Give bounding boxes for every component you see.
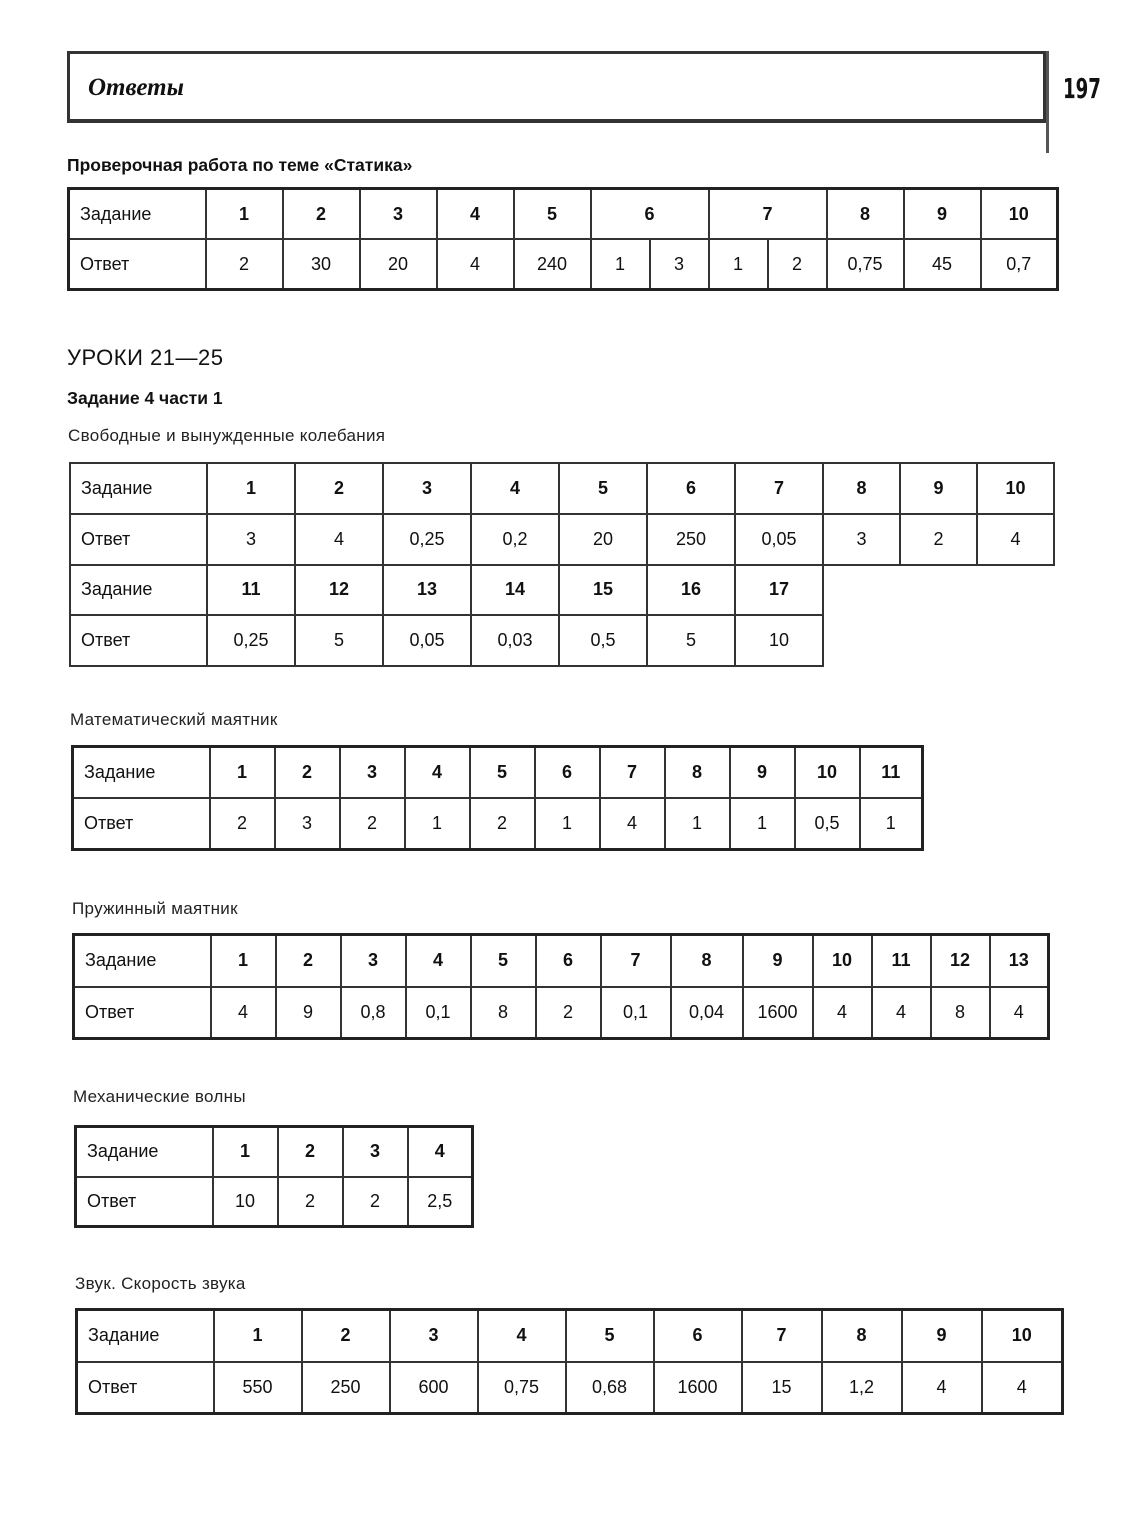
task-number: 11 xyxy=(860,747,923,799)
answer-cell: 0,75 xyxy=(827,239,904,290)
task-number: 10 xyxy=(813,935,872,987)
waves-table xyxy=(74,1125,474,1228)
task-number: 7 xyxy=(709,189,827,240)
task-number: 10 xyxy=(977,463,1054,514)
answer-cell: 3 xyxy=(207,514,295,565)
answer-cell: 5 xyxy=(647,615,735,666)
task-number: 3 xyxy=(343,1127,408,1177)
task-number: 8 xyxy=(823,463,900,514)
row-label: Задание xyxy=(69,189,206,240)
answer-cell: 0,7 xyxy=(981,239,1058,290)
task-number: 9 xyxy=(730,747,795,799)
table-row xyxy=(74,987,1049,1039)
answer-cell: 4 xyxy=(872,987,931,1039)
task-number: 13 xyxy=(383,565,471,616)
answer-cell: 1600 xyxy=(743,987,813,1039)
row-label: Задание xyxy=(76,1127,213,1177)
answer-cell: 250 xyxy=(647,514,735,565)
task-number: 4 xyxy=(437,189,514,240)
answer-cell: 1 xyxy=(730,798,795,850)
task-number: 2 xyxy=(278,1127,343,1177)
task-number: 5 xyxy=(566,1310,654,1362)
task-number: 7 xyxy=(735,463,823,514)
answer-cell: 4 xyxy=(813,987,872,1039)
lessons-subtitle: Задание 4 части 1 xyxy=(67,388,223,408)
spring-pendulum-table xyxy=(72,933,1050,1040)
answer-cell: 2 xyxy=(340,798,405,850)
answer-cell: 250 xyxy=(302,1362,390,1414)
header-box xyxy=(67,51,1046,123)
task-number: 11 xyxy=(207,565,295,616)
task-number: 13 xyxy=(990,935,1049,987)
table-row xyxy=(69,239,1058,290)
task-number: 7 xyxy=(600,747,665,799)
answer-cell: 0,2 xyxy=(471,514,559,565)
empty-cell xyxy=(823,565,1054,616)
answer-cell: 8 xyxy=(931,987,990,1039)
table-row xyxy=(74,935,1049,987)
task-number: 2 xyxy=(302,1310,390,1362)
task-number: 10 xyxy=(982,1310,1063,1362)
task-number: 12 xyxy=(931,935,990,987)
answer-cell: 0,05 xyxy=(735,514,823,565)
answer-cell: 10 xyxy=(213,1177,278,1227)
table-row xyxy=(76,1177,473,1227)
answer-cell: 2 xyxy=(278,1177,343,1227)
answer-cell: 0,68 xyxy=(566,1362,654,1414)
answer-cell: 8 xyxy=(471,987,536,1039)
task-number: 6 xyxy=(591,189,709,240)
oscillations-title: Свободные и вынужденные колебания xyxy=(68,426,386,445)
answer-cell: 3 xyxy=(823,514,900,565)
spring-pendulum-title: Пружинный маятник xyxy=(72,899,238,918)
task-number: 10 xyxy=(795,747,860,799)
answer-cell: 2 xyxy=(210,798,275,850)
answer-cell: 0,05 xyxy=(383,615,471,666)
answer-cell: 0,5 xyxy=(559,615,647,666)
answer-cell: 1600 xyxy=(654,1362,742,1414)
row-label: Ответ xyxy=(74,987,211,1039)
table-row xyxy=(73,798,923,850)
answer-cell: 0,25 xyxy=(383,514,471,565)
task-number: 8 xyxy=(665,747,730,799)
task-number: 10 xyxy=(981,189,1058,240)
table-row xyxy=(77,1362,1063,1414)
answer-cell: 2 xyxy=(206,239,283,290)
task-number: 6 xyxy=(654,1310,742,1362)
task-number: 11 xyxy=(872,935,931,987)
task-number: 3 xyxy=(341,935,406,987)
row-label: Задание xyxy=(73,747,210,799)
math-pendulum-title: Математический маятник xyxy=(70,710,278,729)
answer-cell: 1 xyxy=(860,798,923,850)
answer-cell: 4 xyxy=(902,1362,982,1414)
answer-cell: 4 xyxy=(437,239,514,290)
task-number: 7 xyxy=(601,935,671,987)
answer-cell: 2 xyxy=(536,987,601,1039)
statika-table xyxy=(67,187,1059,291)
task-number: 17 xyxy=(735,565,823,616)
answer-cell: 1 xyxy=(405,798,470,850)
row-label: Задание xyxy=(70,565,207,616)
answer-cell: 45 xyxy=(904,239,981,290)
answer-cell: 20 xyxy=(360,239,437,290)
task-number: 1 xyxy=(211,935,276,987)
task-number: 4 xyxy=(405,747,470,799)
task-number: 2 xyxy=(275,747,340,799)
lessons-title: УРОКИ 21—25 xyxy=(67,345,224,370)
task-number: 4 xyxy=(478,1310,566,1362)
answer-cell: 1 xyxy=(709,239,768,290)
answer-cell: 2,5 xyxy=(408,1177,473,1227)
table-row xyxy=(70,463,1054,514)
answer-cell: 0,25 xyxy=(207,615,295,666)
answer-cell: 0,5 xyxy=(795,798,860,850)
answer-cell: 2 xyxy=(900,514,977,565)
row-label: Ответ xyxy=(76,1177,213,1227)
answer-cell: 0,1 xyxy=(406,987,471,1039)
row-label: Задание xyxy=(70,463,207,514)
answer-cell: 10 xyxy=(735,615,823,666)
answer-cell: 5 xyxy=(295,615,383,666)
task-number: 5 xyxy=(470,747,535,799)
task-number: 15 xyxy=(559,565,647,616)
row-label: Ответ xyxy=(70,615,207,666)
answer-cell: 2 xyxy=(470,798,535,850)
task-number: 1 xyxy=(214,1310,302,1362)
task-number: 3 xyxy=(383,463,471,514)
task-number: 9 xyxy=(743,935,813,987)
task-number: 3 xyxy=(360,189,437,240)
answer-cell: 30 xyxy=(283,239,360,290)
task-number: 5 xyxy=(514,189,591,240)
task-number: 3 xyxy=(340,747,405,799)
row-label: Ответ xyxy=(73,798,210,850)
answer-cell: 3 xyxy=(650,239,709,290)
oscillations-table xyxy=(69,462,1055,667)
row-label: Ответ xyxy=(77,1362,214,1414)
page-number: 197 xyxy=(1063,72,1101,105)
answer-cell: 1 xyxy=(591,239,650,290)
statika-title: Проверочная работа по теме «Статика» xyxy=(67,155,413,175)
answer-cell: 9 xyxy=(276,987,341,1039)
task-number: 2 xyxy=(283,189,360,240)
task-number: 1 xyxy=(213,1127,278,1177)
task-number: 6 xyxy=(536,935,601,987)
answer-cell: 0,1 xyxy=(601,987,671,1039)
table-row xyxy=(73,747,923,799)
answer-cell: 3 xyxy=(275,798,340,850)
task-number: 14 xyxy=(471,565,559,616)
row-label: Задание xyxy=(77,1310,214,1362)
page-rule xyxy=(1046,51,1049,153)
answer-cell: 0,04 xyxy=(671,987,743,1039)
task-number: 8 xyxy=(671,935,743,987)
row-label: Ответ xyxy=(70,514,207,565)
answer-cell: 240 xyxy=(514,239,591,290)
task-number: 6 xyxy=(647,463,735,514)
task-number: 9 xyxy=(902,1310,982,1362)
task-number: 3 xyxy=(390,1310,478,1362)
task-number: 9 xyxy=(900,463,977,514)
answer-cell: 4 xyxy=(977,514,1054,565)
waves-title: Механические волны xyxy=(73,1087,246,1106)
task-number: 1 xyxy=(207,463,295,514)
task-number: 4 xyxy=(471,463,559,514)
table-row xyxy=(70,615,1054,666)
answer-cell: 4 xyxy=(990,987,1049,1039)
task-number: 12 xyxy=(295,565,383,616)
empty-cell xyxy=(823,615,1054,666)
task-number: 4 xyxy=(408,1127,473,1177)
math-pendulum-table xyxy=(71,745,924,851)
answer-cell: 550 xyxy=(214,1362,302,1414)
answer-cell: 4 xyxy=(600,798,665,850)
task-number: 9 xyxy=(904,189,981,240)
task-number: 8 xyxy=(822,1310,902,1362)
task-number: 1 xyxy=(210,747,275,799)
table-row xyxy=(69,189,1058,240)
answer-cell: 15 xyxy=(742,1362,822,1414)
task-number: 5 xyxy=(559,463,647,514)
task-number: 7 xyxy=(742,1310,822,1362)
answer-cell: 0,03 xyxy=(471,615,559,666)
page-title: Ответы xyxy=(88,74,184,101)
task-number: 4 xyxy=(406,935,471,987)
sound-table xyxy=(75,1308,1064,1415)
task-number: 16 xyxy=(647,565,735,616)
task-number: 5 xyxy=(471,935,536,987)
answer-cell: 4 xyxy=(211,987,276,1039)
answer-cell: 0,8 xyxy=(341,987,406,1039)
table-row xyxy=(77,1310,1063,1362)
answer-cell: 20 xyxy=(559,514,647,565)
answer-cell: 4 xyxy=(295,514,383,565)
row-label: Задание xyxy=(74,935,211,987)
task-number: 6 xyxy=(535,747,600,799)
answer-cell: 0,75 xyxy=(478,1362,566,1414)
task-number: 2 xyxy=(276,935,341,987)
answer-cell: 2 xyxy=(768,239,827,290)
answer-cell: 1 xyxy=(665,798,730,850)
table-row xyxy=(70,565,1054,616)
answer-cell: 2 xyxy=(343,1177,408,1227)
task-number: 2 xyxy=(295,463,383,514)
answer-cell: 1,2 xyxy=(822,1362,902,1414)
row-label: Ответ xyxy=(69,239,206,290)
table-row xyxy=(70,514,1054,565)
sound-title: Звук. Скорость звука xyxy=(75,1274,246,1293)
table-row xyxy=(76,1127,473,1177)
task-number: 8 xyxy=(827,189,904,240)
task-number: 1 xyxy=(206,189,283,240)
answer-cell: 1 xyxy=(535,798,600,850)
answer-cell: 600 xyxy=(390,1362,478,1414)
answer-cell: 4 xyxy=(982,1362,1063,1414)
